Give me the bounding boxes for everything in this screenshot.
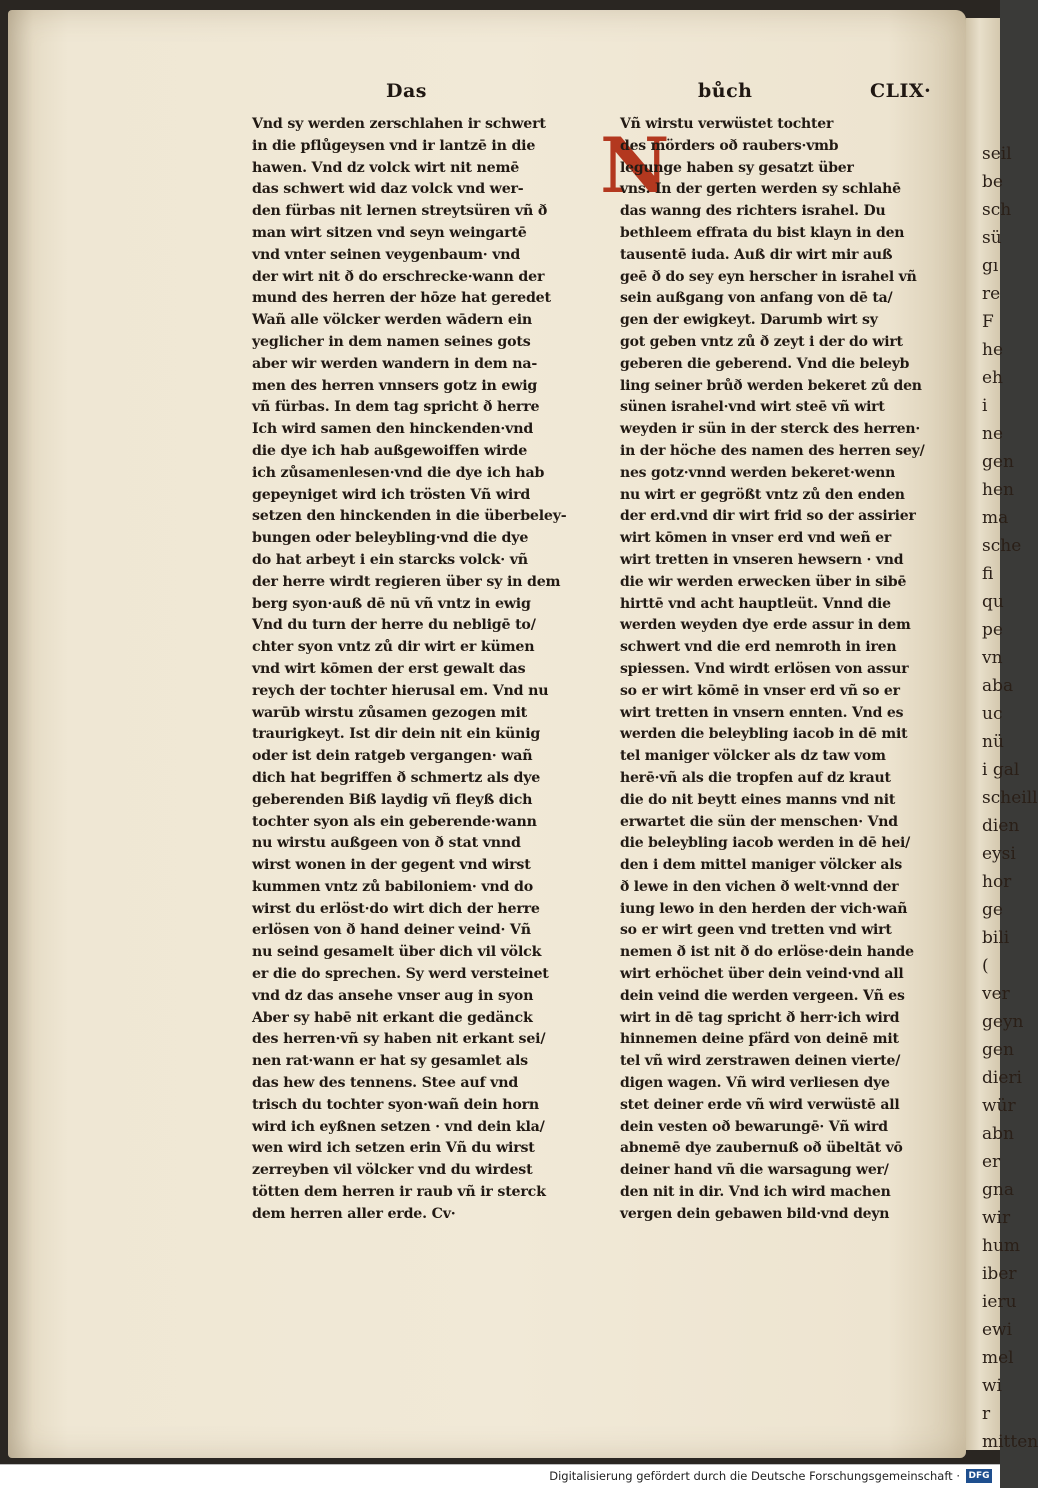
facing-page-line: scheill — [982, 788, 1038, 808]
text-column-left — [252, 114, 582, 1226]
text-line: geberenden Biß laydig vñ fleyß dich — [252, 791, 533, 808]
facing-page-line: wi — [982, 1376, 1002, 1396]
text-line: wirt tretten in vnseren hewsern · vnd — [620, 551, 904, 568]
facing-page-line: he — [982, 340, 1004, 360]
dfg-logo: DFG — [966, 1469, 992, 1483]
facing-page-line: qu — [982, 592, 1004, 612]
running-title-right: bůch — [698, 80, 753, 102]
text-line: sein außgang von anfang von dē ta/ — [620, 290, 893, 307]
text-line: wirst du erlöst·do wirt dich der herre — [252, 900, 540, 917]
text-line: traurigkeyt. Ist dir dein nit ein künig — [252, 726, 541, 743]
facing-page-line: gen — [982, 452, 1014, 472]
text-line: iung lewo in den herden der vich·wañ — [620, 900, 908, 917]
text-line: Vnd sy werden zerschlahen ir schwert — [252, 116, 546, 132]
facing-page-line: vn — [982, 648, 1003, 668]
facing-page-fragment — [982, 140, 1038, 1452]
text-line: setzen den hinckenden in die überbeley- — [252, 508, 567, 525]
facing-page-line: i — [982, 396, 988, 416]
text-line: werden die beleybling iacob in dē mit — [620, 726, 908, 743]
text-line: wen wird ich setzen erin Vñ du wirst — [252, 1140, 535, 1157]
text-line: Wañ alle völcker werden wādern ein — [252, 312, 533, 329]
text-line: trisch du tochter syon·wañ dein horn — [252, 1096, 540, 1113]
text-line: ling seiner brůð werden bekeret zů den — [620, 377, 922, 394]
facing-page-line: i gal — [982, 760, 1020, 780]
facing-page-line: ieru — [982, 1292, 1017, 1312]
text-line: die wir werden erwecken über in sibē — [620, 573, 907, 590]
text-line: vnd vnter seinen veygenbaum· vnd — [252, 246, 521, 263]
text-line: hawen. Vnd dz volck wirt nit nemē — [252, 159, 520, 176]
text-line: wirt kōmen in vnser erd vnd weñ er — [620, 530, 892, 547]
text-line: in der höche des namen des herren sey/ — [620, 442, 925, 459]
facing-page-line: ne — [982, 424, 1004, 444]
facing-page-line: geyn — [982, 1012, 1024, 1032]
facing-page-line: wür — [982, 1096, 1016, 1116]
text-line: dem herren aller erde. Cv· — [252, 1205, 456, 1222]
facing-page-line: er — [982, 1152, 1001, 1172]
facing-page-line: seil — [982, 144, 1012, 164]
text-line: abnemē dye zaubernuß oð übeltāt vō — [620, 1140, 903, 1157]
facing-page-line: mel — [982, 1348, 1014, 1368]
text-line: stet deiner erde vñ wird verwüstē all — [620, 1096, 900, 1113]
text-line: dich hat begriffen ð schmertz als dye — [252, 769, 541, 786]
facing-page-line: gı — [982, 256, 999, 276]
facing-page-line: iber — [982, 1264, 1017, 1284]
text-line: nu wirt er gegrößt vntz zů den enden — [620, 486, 905, 503]
facing-page-line: ewi — [982, 1320, 1013, 1340]
facing-page-line: dieri — [982, 1068, 1022, 1088]
text-line: werden weyden dye erde assur in dem — [620, 617, 911, 634]
text-line: hirttē vnd acht hauptleüt. Vnnd die — [620, 595, 891, 612]
text-line: hinnemen deine pfärd von deinē mit — [620, 1031, 899, 1048]
text-line: vñ fürbas. In dem tag spricht ð herre — [252, 399, 540, 416]
text-line: warūb wirstu zůsamen gezogen mit — [252, 704, 527, 721]
text-line: man wirt sitzen vnd seyn weingartē — [252, 224, 527, 241]
text-line: geberen die geberend. Vnd die beleyb — [620, 355, 910, 372]
text-line: berg syon·auß dē nū vñ vntz in ewig — [252, 595, 531, 612]
text-line: gepeyniget wird ich trösten Vñ wird — [252, 486, 531, 503]
facing-page-line: F — [982, 312, 994, 332]
text-line: der wirt nit ð do erschrecke·wann der — [252, 268, 545, 285]
facing-page-line: r — [982, 1404, 991, 1424]
text-line: wirt erhöchet über dein veind·vnd all — [620, 966, 904, 983]
text-line: bungen oder beleybling·vnd die dye — [252, 530, 529, 547]
folio-number: CLIX· — [870, 80, 932, 102]
text-line: yeglicher in dem namen seines gots — [252, 333, 531, 350]
facing-page-line: uc — [982, 704, 1003, 724]
text-line: wird ich eyßnen setzen · vnd dein kla/ — [252, 1118, 545, 1135]
text-line: den fürbas nit lernen streytsüren vñ ð — [252, 203, 548, 220]
facing-page-line: eysi — [982, 844, 1016, 864]
text-line: in die pflůgeysen vnd ir lantzē in die — [252, 137, 536, 154]
text-line: bethleem effrata du bist klayn in den — [620, 224, 905, 241]
facing-page-line: sü — [982, 228, 1002, 248]
text-line: gen der ewigkeyt. Darumb wirt sy — [620, 312, 878, 329]
text-line: wirt in dē tag spricht ð herr·ich wird — [620, 1009, 900, 1026]
text-line: legunge haben sy gesatzt über — [620, 159, 854, 176]
text-line: dein veind die werden vergeen. Vñ es — [620, 987, 905, 1004]
facing-page-line: wir — [982, 1208, 1011, 1228]
text-line: dein vesten oð bewarungē· Vñ wird — [620, 1118, 888, 1135]
text-line: das hew des tennens. Stee auf vnd — [252, 1075, 519, 1092]
funding-credit: Digitalisierung gefördert durch die Deutsche Forschungsgemeinschaft · — [549, 1469, 960, 1483]
text-line: erlösen von ð hand deiner veind· Vñ — [252, 922, 531, 939]
facing-page-line: hum — [982, 1236, 1021, 1256]
text-line: der herre wirdt regieren über sy in dem — [252, 573, 561, 590]
facing-page-line: be — [982, 172, 1003, 192]
text-line: so er wirt geen vnd tretten vnd wirt — [620, 922, 892, 939]
text-line: kummen vntz zů babiloniem· vnd do — [252, 878, 533, 895]
text-line: men des herren vnnsers gotz in ewig — [252, 377, 538, 394]
text-line: vergen dein gebawen bild·vnd deyn — [620, 1205, 890, 1222]
text-line: er die do sprechen. Sy werd versteinet — [252, 966, 549, 983]
text-line: mund des herren der hōze hat geredet — [252, 290, 551, 307]
text-line: Ich wird samen den hinckenden·vnd — [252, 421, 534, 438]
text-line: geē ð do sey eyn herscher in israhel vñ — [620, 268, 917, 285]
text-line: tötten dem herren ir raub vñ ir sterck — [252, 1184, 546, 1201]
facing-page-line: ge — [982, 900, 1003, 920]
book-page — [8, 10, 966, 1458]
text-line: sünen israhel·vnd wirt steē vñ wirt — [620, 399, 885, 416]
text-line: got geben vntz zů ð zeyt i der do wirt — [620, 333, 903, 350]
text-line: tausentē iuda. Auß dir wirt mir auß — [620, 246, 893, 263]
text-line: vnd dz das ansehe vnser aug in syon — [252, 987, 534, 1004]
facing-page-line: aba — [982, 676, 1014, 696]
text-line: chter syon vntz zů dir wirt er kümen — [252, 639, 535, 656]
text-line: vns. In der gerten werden sy schlahē — [620, 181, 901, 198]
facing-page-line: fi — [982, 564, 994, 584]
text-line: tochter syon als ein geberende·wann — [252, 813, 537, 830]
text-line: das wanng des richters israhel. Du — [620, 203, 886, 220]
text-line: deiner hand vñ die warsagung wer/ — [620, 1162, 889, 1179]
text-line: der erd.vnd dir wirt frid so der assirier — [620, 508, 916, 525]
text-line: do hat arbeyt i ein starcks volck· vñ — [252, 551, 528, 568]
text-line: nes gotz·vnnd werden bekeret·wenn — [620, 464, 896, 481]
text-line: so er wirt kōmē in vnser erd vñ so er — [620, 682, 900, 699]
text-line: nen rat·wann er hat sy gesamlet als — [252, 1053, 528, 1070]
facing-page-line: dien — [982, 816, 1020, 836]
text-line: nu wirstu außgeen von ð stat vnnd — [252, 835, 521, 852]
text-line: tel maniger völcker als dz taw vom — [620, 748, 886, 765]
text-line: tel vñ wird zerstrawen deinen vierte/ — [620, 1053, 901, 1070]
facing-page-line: eh — [982, 368, 1004, 388]
text-line: wirst wonen in der gegent vnd wirst — [252, 857, 531, 874]
facing-page-line: gen — [982, 1040, 1014, 1060]
facing-page-line: hen — [982, 480, 1014, 500]
facing-page-line: re — [982, 284, 1001, 304]
facing-page-line: ( — [982, 956, 989, 976]
facing-page-line: bili — [982, 928, 1010, 948]
text-line: des herren·vñ sy haben nit erkant sei/ — [252, 1031, 546, 1048]
text-line: nemen ð ist nit ð do erlöse·dein hande — [620, 944, 914, 961]
text-line: herē·vñ als die tropfen auf dz kraut — [620, 769, 891, 786]
text-line: wirt tretten in vnsern ennten. Vnd es — [620, 704, 904, 721]
text-line: schwert vnd die erd nemroth in iren — [620, 639, 897, 656]
text-line: Vnd du turn der herre du nebligē to/ — [252, 617, 536, 634]
text-line: zerreyben vil völcker vnd du wirdest — [252, 1162, 533, 1179]
facing-page-line: gna — [982, 1180, 1014, 1200]
facing-page-line: pe — [982, 620, 1003, 640]
text-line: den i dem mittel maniger völcker als — [620, 857, 903, 874]
text-line: die dye ich hab außgewoiffen wirde — [252, 442, 528, 459]
facing-page-line: sche — [982, 536, 1022, 556]
text-line: reych der tochter hierusal em. Vnd nu — [252, 682, 549, 699]
text-line: ich zůsamenlesen·vnd die dye ich hab — [252, 464, 545, 481]
running-title-left: Das — [386, 80, 427, 102]
footer-bar — [0, 1464, 1000, 1488]
facing-page-line: hor — [982, 872, 1012, 892]
text-line: des mörders oð raubers·vmb — [620, 137, 839, 154]
text-line: nu seind gesamelt über dich vil völck — [252, 944, 542, 961]
text-line: Aber sy habē nit erkant die gedänck — [252, 1009, 533, 1026]
text-line: aber wir werden wandern in dem na- — [252, 355, 538, 372]
text-line: weyden ir sün in der sterck des herren· — [620, 421, 921, 438]
text-column-right — [620, 114, 942, 1226]
facing-page-line: ver — [982, 984, 1010, 1004]
text-line: ð lewe in den vichen ð welt·vnnd der — [620, 878, 899, 895]
text-line: spiessen. Vnd wirdt erlösen von assur — [620, 660, 909, 677]
text-line: oder ist dein ratgeb vergangen· wañ — [252, 748, 533, 765]
text-line: die beleybling iacob werden in dē hei/ — [620, 835, 911, 852]
facing-page-line: abn — [982, 1124, 1014, 1144]
facing-page-line: ma — [982, 508, 1009, 528]
text-line: die do nit beytt eines manns vnd nit — [620, 791, 896, 808]
rubricated-initial: N — [600, 121, 670, 210]
text-line: vnd wirt kōmen der erst gewalt das — [252, 660, 526, 677]
facing-page-line: mitten — [982, 1432, 1038, 1452]
text-line: erwartet die sün der menschen· Vnd — [620, 813, 898, 830]
facing-page-line: sch — [982, 200, 1012, 220]
text-line: digen wagen. Vñ wird verliesen dye — [620, 1075, 890, 1092]
text-line: den nit in dir. Vnd ich wird machen — [620, 1184, 891, 1201]
text-line: das schwert wid daz volck vnd wer- — [252, 181, 524, 198]
facing-page-line: nü — [982, 732, 1004, 752]
text-line: Vñ wirstu verwüstet tochter — [620, 116, 834, 132]
